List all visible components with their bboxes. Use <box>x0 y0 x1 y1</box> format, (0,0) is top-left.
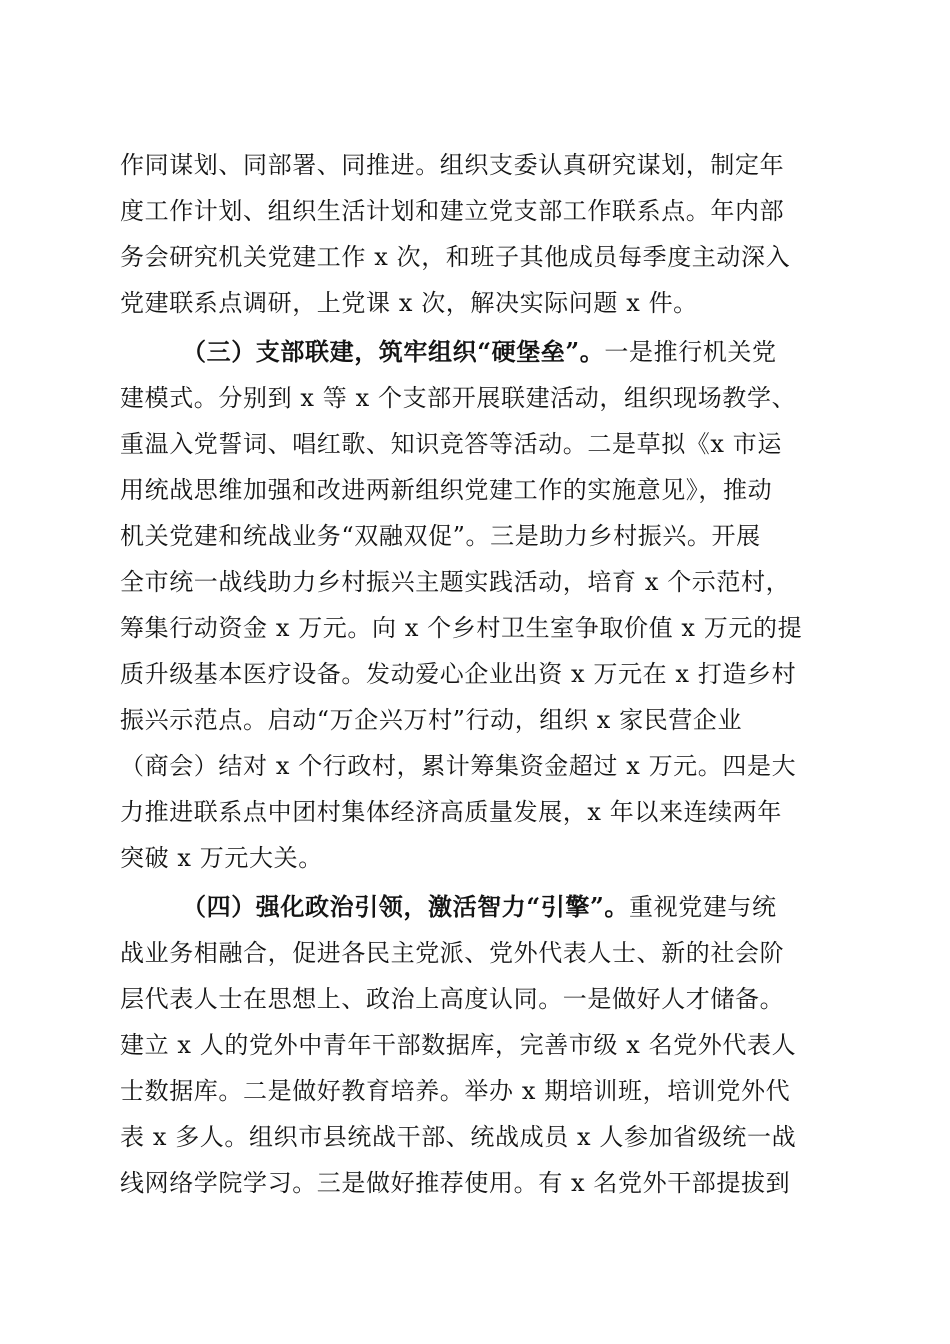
paragraph-line: 力推进联系点中团村集体经济高质量发展，x 年以来连续两年 <box>120 798 782 826</box>
section-four-first-line <box>182 887 777 927</box>
paragraph-line: 党建联系点调研，上党课 x 次，解决实际问题 x 件。 <box>120 289 698 317</box>
paragraph-line: 全市统一战线助力乡村振兴主题实践活动，培育 x 个示范村， <box>120 568 791 596</box>
section-three-first-line-text: 一是推行机关党 <box>604 338 777 366</box>
paragraph-line: 作同谋划、同部署、同推进。组织支委认真研究谋划，制定年 <box>120 151 785 179</box>
paragraph-line: 振兴示范点。启动“万企兴万村”行动，组织 x 家民营企业 <box>120 706 743 734</box>
paragraph-line: 度工作计划、组织生活计划和建立党支部工作联系点。年内部 <box>120 197 785 225</box>
paragraph-line: 线网络学院学习。三是做好推荐使用。有 x 名党外干部提拔到 <box>120 1169 791 1197</box>
paragraph-line: 表 x 多人。组织市县统战干部、统战成员 x 人参加省级统一战 <box>120 1123 797 1151</box>
section-four-heading: （四）强化政治引领，激活智力“引擎”。 <box>182 892 630 921</box>
paragraph-line: 层代表人士在思想上、政治上高度认同。一是做好人才储备。 <box>120 985 785 1013</box>
paragraph-line: 建立 x 人的党外中青年干部数据库，完善市级 x 名党外代表人 <box>120 1031 797 1059</box>
paragraph-line: 重温入党誓词、唱红歌、知识竞答等活动。二是草拟《x 市运 <box>120 430 782 458</box>
paragraph-line: 机关党建和统战业务“双融双促”。三是助力乡村振兴。开展 <box>120 522 761 550</box>
paragraph-line: 建模式。分别到 x 等 x 个支部开展联建活动，组织现场教学、 <box>120 384 797 412</box>
section-three-first-line <box>182 332 777 372</box>
paragraph-line: 突破 x 万元大关。 <box>120 844 323 872</box>
paragraph-line: 战业务相融合，促进各民主党派、党外代表人士、新的社会阶 <box>120 939 785 967</box>
paragraph-line: 筹集行动资金 x 万元。向 x 个乡村卫生室争取价值 x 万元的提 <box>120 614 803 642</box>
section-four-first-line-text: 重视党建与统 <box>629 893 777 921</box>
paragraph-line: 用统战思维加强和改进两新组织党建工作的实施意见》，推动 <box>120 476 773 504</box>
paragraph-line: 质升级基本医疗设备。发动爱心企业出资 x 万元在 x 打造乡村 <box>120 660 797 688</box>
paragraph-line: （商会）结对 x 个行政村，累计筹集资金超过 x 万元。四是大 <box>120 752 797 780</box>
section-three-heading: （三）支部联建，筑牢组织“硬堡垒”。 <box>182 337 605 366</box>
paragraph-line: 士数据库。二是做好教育培养。举办 x 期培训班，培训党外代 <box>120 1077 791 1105</box>
paragraph-line: 务会研究机关党建工作 x 次，和班子其他成员每季度主动深入 <box>120 243 791 271</box>
